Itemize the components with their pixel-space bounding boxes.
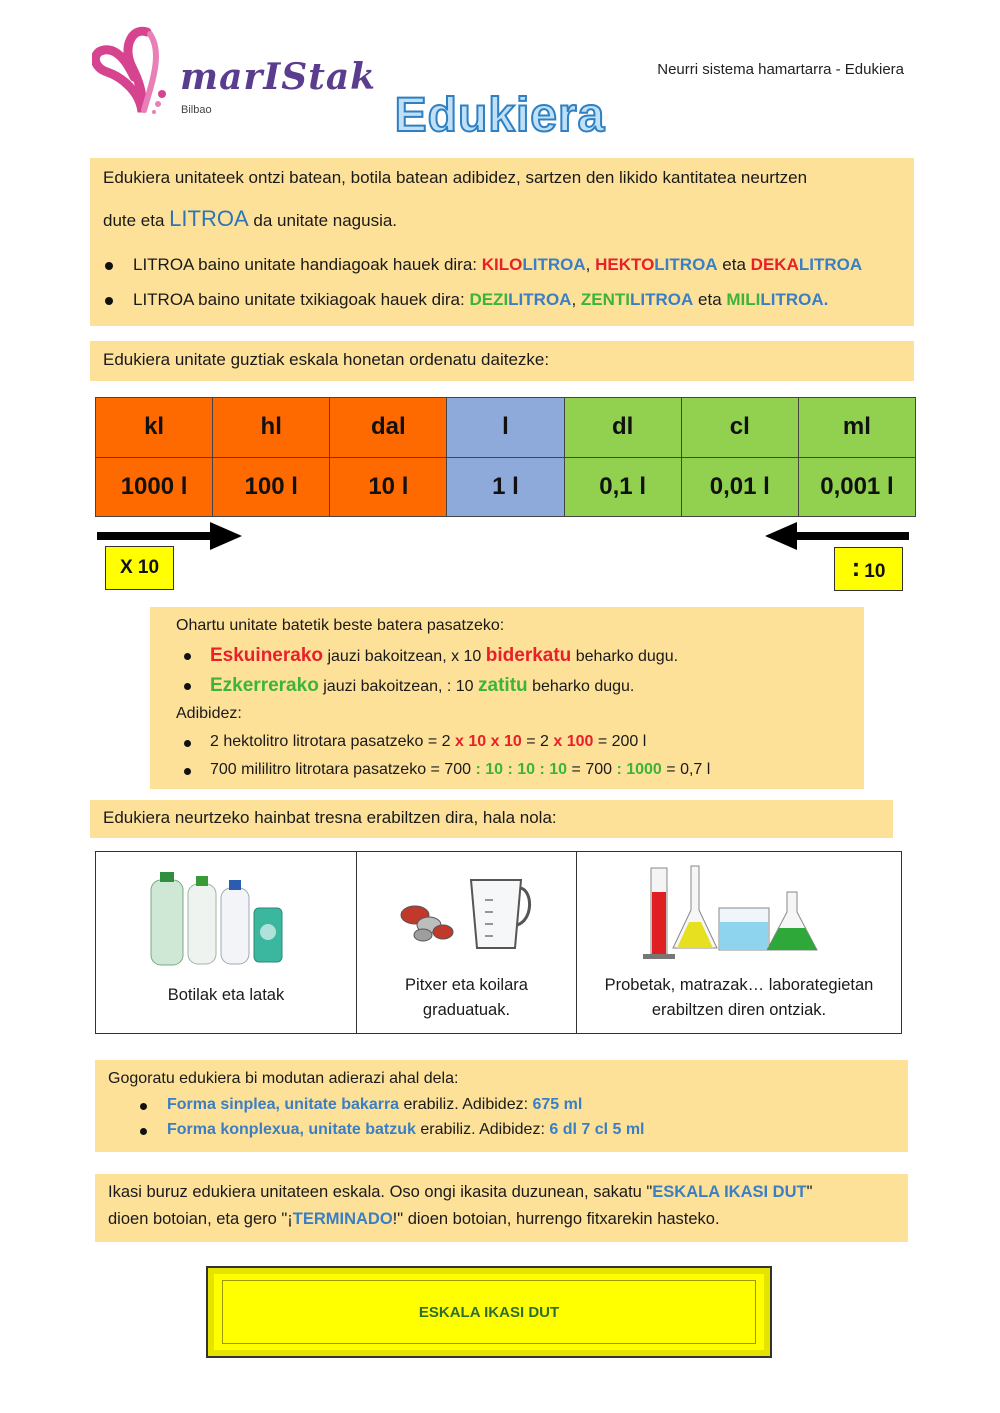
separator: eta [693, 290, 727, 309]
bullet-dot [140, 1103, 147, 1110]
unit-cell-kl: kl [96, 398, 213, 458]
value-cell-dl: 0,1 l [564, 457, 681, 517]
bullet-dot [184, 768, 191, 775]
prefix-mili: MILI [726, 290, 761, 309]
bullet-dot [105, 297, 113, 305]
example-2 [210, 761, 710, 779]
example-text: = 0,7 l [661, 761, 711, 778]
simple-form-example: 675 ml [532, 1096, 583, 1113]
keyword-left: Ezkerrerako [210, 675, 319, 696]
button-reference: ESKALA IKASI DUT [652, 1183, 807, 1201]
remember-text: erabiliz. Adibidez: [415, 1121, 550, 1138]
remember-simple-form [167, 1096, 582, 1114]
value-cell-l: 1 l [447, 457, 564, 517]
instructions-text: dioen botoian, eta gero "¡ [108, 1210, 293, 1228]
logo-subtitle: Bilbao [181, 104, 212, 116]
bullet-dot [140, 1128, 147, 1135]
instructions-text: Ikasi buruz edukiera unitateen eskala. Oso ongi ikasita duzunean, sakatu " [108, 1183, 653, 1201]
example-text: = 2 [521, 733, 554, 750]
keyword-divide: zatitu [478, 675, 528, 696]
unit-cell-cl: cl [681, 398, 798, 458]
prefix-kilo: KILO [481, 255, 523, 274]
unit-litroa: LITROA [798, 255, 863, 274]
example-text: = 200 l [593, 733, 647, 750]
unit-scale-table [95, 397, 916, 517]
divide-by-10-label [834, 547, 903, 591]
tool-caption: graduatuak. [422, 1001, 511, 1019]
bullet-text: LITROA baino unitate txikiagoak hauek dira: [133, 290, 470, 309]
page-title: Edukiera [394, 89, 606, 142]
unit-cell-ml: ml [798, 398, 915, 458]
left-arrow-shaft [795, 532, 909, 540]
value-cell-dal: 10 l [330, 457, 447, 517]
unit-litroa: LITROA [654, 255, 718, 274]
terminado-reference: TERMINADO [292, 1210, 393, 1228]
multiply-by-10-label: X 10 [105, 546, 174, 590]
tool-caption: erabiltzen diren ontziak. [651, 1001, 827, 1019]
eskala-ikasi-dut-button[interactable] [206, 1266, 772, 1358]
unit-cell-l: l [447, 398, 564, 458]
intro-bullet-smaller [133, 290, 828, 310]
value-cell-cl: 0,01 l [681, 457, 798, 517]
intro-paragraph-1: Edukiera unitateek ontzi batean, botila batean adibidez, sartzen den likido kantitatea neurtzen [103, 168, 808, 187]
divide-colon: : [851, 551, 861, 582]
bullet-text: LITROA baino unitate handiagoak hauek dira: [133, 255, 482, 274]
note-text: jauzi bakoitzean, : 10 [318, 678, 479, 695]
note-right-rule [210, 645, 678, 667]
intro-bullet-larger [133, 255, 862, 275]
unit-cell-dal: dal [330, 398, 447, 458]
keyword-multiply: biderkatu [485, 645, 572, 666]
instructions-text: !" dioen botoian, hurrengo fitxarekin hasteko. [392, 1210, 720, 1228]
unit-litroa: LITROA. [760, 290, 829, 309]
unit-litroa: LITROA [630, 290, 694, 309]
separator: , [571, 290, 581, 309]
tool-caption: Botilak eta latak [167, 986, 285, 1004]
conversion-note-box [150, 607, 864, 789]
prefix-deka: DEKA [750, 255, 799, 274]
note-text: beharko dugu. [527, 678, 635, 695]
example-label: Adibidez: [176, 705, 242, 722]
example-operation: : 1000 [616, 761, 662, 778]
lab-glassware-icon [637, 862, 827, 962]
divide-number: 10 [864, 561, 886, 582]
complex-form-label: Forma konplexua, unitate batzuk [167, 1121, 416, 1138]
unit-cell-dl: dl [564, 398, 681, 458]
unit-litroa: LITROA [522, 255, 586, 274]
separator: eta [717, 255, 751, 274]
intro-box [90, 158, 914, 326]
instructions-text: " [806, 1183, 813, 1201]
right-arrow-icon [210, 522, 242, 550]
tool-cell-lab [577, 852, 902, 1034]
bottles-cans-icon [146, 870, 286, 970]
example-text: 2 hektolitro litrotara pasatzeko = 2 [210, 733, 456, 750]
note-title: Ohartu unitate batetik beste batera pasatzeko: [176, 617, 505, 634]
instructions-line-1 [108, 1183, 812, 1202]
remember-complex-form [167, 1121, 645, 1139]
right-arrow-shaft [97, 532, 212, 540]
remember-title: Gogoratu edukiera bi modutan adierazi ahal dela: [108, 1070, 459, 1087]
bullet-dot [184, 740, 191, 747]
example-operation: : 10 : 10 : 10 [475, 761, 568, 778]
scale-intro-box [90, 341, 914, 381]
intro-text: dute eta [103, 211, 170, 230]
tools-intro-text: Edukiera neurtzeko hainbat tresna erabiltzen dira, hala nola: [103, 808, 557, 827]
value-cell-ml: 0,001 l [798, 457, 915, 517]
instructions-line-2 [108, 1210, 720, 1229]
note-text: beharko dugu. [571, 648, 679, 665]
remember-text: erabiliz. Adibidez: [399, 1096, 533, 1113]
separator: , [585, 255, 596, 274]
litroa-keyword: LITROA [169, 206, 249, 231]
value-cell-hl: 100 l [213, 457, 330, 517]
example-operation: x 10 x 10 [455, 733, 522, 750]
example-text: 700 mililitro litrotara pasatzeko = 700 [210, 761, 476, 778]
logo-text: marIStak [180, 56, 377, 98]
prefix-hekto: HEKTO [595, 255, 655, 274]
left-arrow-icon [765, 522, 797, 550]
intro-paragraph-2 [103, 206, 397, 232]
tools-table [95, 851, 902, 1034]
complex-form-example: 6 dl 7 cl 5 ml [549, 1121, 645, 1138]
prefix-dezi: DEZI [469, 290, 509, 309]
note-text: jauzi bakoitzean, x 10 [323, 648, 486, 665]
scale-intro-text: Edukiera unitate guztiak eskala honetan ordenatu daitezke: [103, 350, 550, 369]
intro-text: da unitate nagusia. [248, 211, 398, 230]
bullet-dot [184, 683, 191, 690]
example-text: = 700 [567, 761, 617, 778]
prefix-zenti: ZENTI [580, 290, 631, 309]
keyword-right: Eskuinerako [210, 645, 323, 666]
value-row [96, 457, 916, 517]
unit-row [96, 398, 916, 458]
tools-intro-box [90, 800, 893, 838]
tool-caption: Probetak, matrazak… laborategietan [604, 976, 874, 994]
note-left-rule [210, 675, 634, 697]
bullet-dot [184, 653, 191, 660]
unit-litroa: LITROA [508, 290, 572, 309]
instructions-box [95, 1174, 908, 1242]
tool-cell-bottles [96, 852, 357, 1034]
unit-cell-hl: hl [213, 398, 330, 458]
bullet-dot [105, 262, 113, 270]
value-cell-kl: 1000 l [96, 457, 213, 517]
example-operation: x 100 [553, 733, 594, 750]
measuring-jug-spoons-icon [393, 870, 533, 955]
tool-cell-jug [357, 852, 577, 1034]
document-title: Neurri sistema hamartarra - Edukiera [657, 61, 904, 78]
button-label: ESKALA IKASI DUT [222, 1280, 756, 1344]
tool-caption: Pitxer eta koilara [405, 976, 528, 994]
example-1 [210, 733, 646, 751]
remember-box [95, 1060, 908, 1152]
simple-form-label: Forma sinplea, unitate bakarra [167, 1096, 400, 1113]
